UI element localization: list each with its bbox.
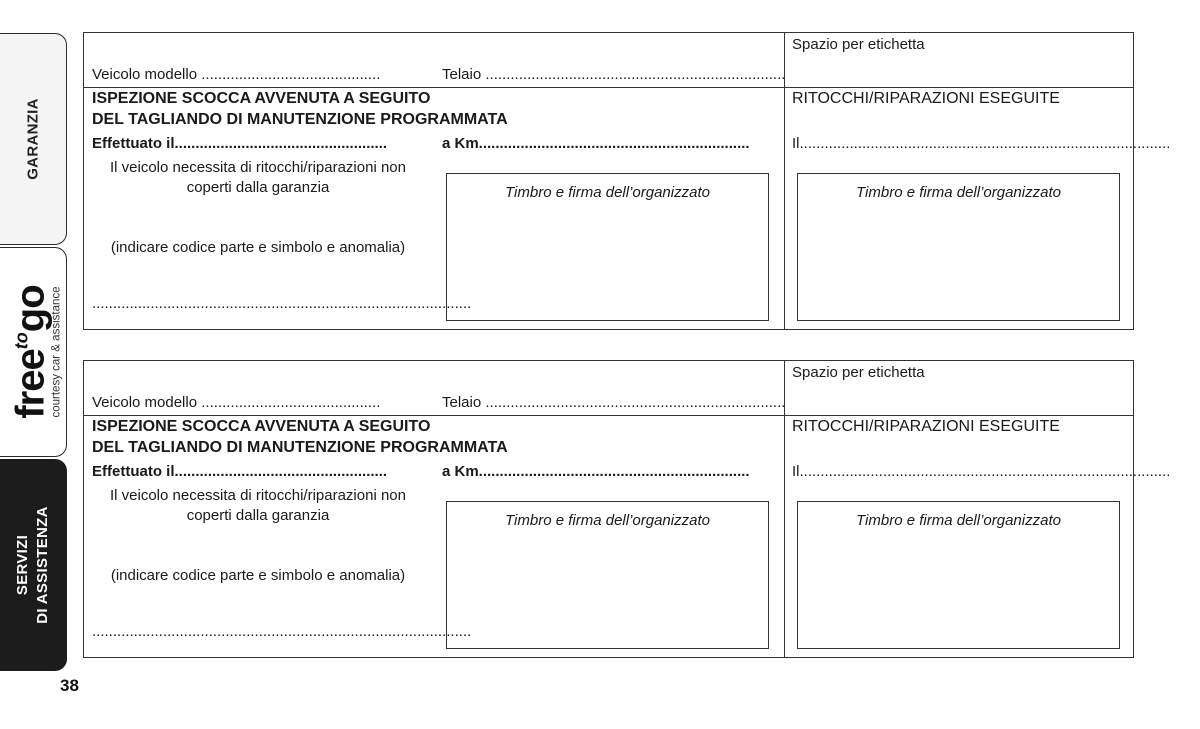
- stamp-box-repairs[interactable]: [797, 173, 1120, 321]
- form-title-line1: ISPEZIONE SCOCCA AVVENUTA A SEGUITO: [92, 90, 431, 107]
- inspection-form-1: [83, 32, 1171, 330]
- logo-prefix: free: [8, 349, 53, 419]
- form-title-line1: ISPEZIONE SCOCCA AVVENUTA A SEGUITO: [92, 418, 431, 435]
- tab-servizi-assistenza[interactable]: [0, 459, 67, 671]
- tab-servizi-line2: DI ASSISTENZA: [34, 506, 51, 624]
- tab-servizi-label: [13, 506, 53, 624]
- page-number: 38: [60, 676, 79, 695]
- tab-garanzia-label: GARANZIA: [24, 98, 42, 180]
- instruction-text: (indicare codice parte e simbolo e anomalia): [110, 567, 406, 584]
- effettuato-field[interactable]: Effettuato il...................................................: [92, 463, 388, 480]
- date-field[interactable]: Il.........................................................................................: [792, 135, 1171, 152]
- freetogo-wordmark: [3, 285, 53, 419]
- form-title-line2: DEL TAGLIANDO DI MANUTENZIONE PROGRAMMATA: [92, 439, 508, 456]
- stamp-box-repairs[interactable]: [797, 501, 1120, 649]
- stamp-caption: Timbro e firma dell’organizzato: [505, 512, 710, 529]
- ritocchi-heading: RITOCCHI/RIPARAZIONI ESEGUITE: [792, 90, 1060, 107]
- tab-freetogo[interactable]: [0, 247, 67, 457]
- inspection-form-2: [83, 360, 1171, 658]
- stamp-caption: Timbro e firma dell’organizzato: [856, 184, 1061, 201]
- stamp-caption: Timbro e firma dell’organizzato: [505, 184, 710, 201]
- form-title-line2: DEL TAGLIANDO DI MANUTENZIONE PROGRAMMATA: [92, 111, 508, 128]
- stamp-caption: Timbro e firma dell’organizzato: [856, 512, 1061, 529]
- tab-garanzia[interactable]: [0, 33, 67, 245]
- logo-mid: to: [11, 332, 32, 350]
- ritocchi-heading: RITOCCHI/RIPARAZIONI ESEGUITE: [792, 418, 1060, 435]
- notes-field[interactable]: ...........................................................................................: [92, 623, 472, 640]
- effettuato-field[interactable]: Effettuato il...................................................: [92, 135, 388, 152]
- row-divider: [84, 415, 1133, 416]
- date-field[interactable]: Il.........................................................................................: [792, 463, 1171, 480]
- row-divider: [84, 87, 1133, 88]
- label-space: Spazio per etichetta: [792, 364, 925, 381]
- notes-field[interactable]: ...........................................................................................: [92, 295, 472, 312]
- freetogo-tagline: courtesy car & assistance: [50, 286, 63, 418]
- km-field[interactable]: a Km.................................................................: [442, 135, 750, 152]
- veicolo-modello-field[interactable]: Veicolo modello ...........................................: [92, 394, 381, 411]
- telaio-field[interactable]: Telaio ........................................................................: [442, 394, 786, 411]
- repair-needed-text: Il veicolo necessita di ritocchi/riparazioni non coperti dalla garanzia: [110, 159, 406, 196]
- stamp-box-inspection[interactable]: [446, 173, 769, 321]
- km-field[interactable]: a Km.................................................................: [442, 463, 750, 480]
- freetogo-logo: [3, 285, 64, 418]
- repair-needed-text: Il veicolo necessita di ritocchi/riparazioni non coperti dalla garanzia: [110, 487, 406, 524]
- logo-suffix: go: [8, 285, 53, 333]
- telaio-field[interactable]: Telaio ........................................................................: [442, 66, 786, 83]
- instruction-text: (indicare codice parte e simbolo e anomalia): [110, 239, 406, 256]
- stamp-box-inspection[interactable]: [446, 501, 769, 649]
- veicolo-modello-field[interactable]: Veicolo modello ...........................................: [92, 66, 381, 83]
- label-space: Spazio per etichetta: [792, 36, 925, 53]
- tab-servizi-line1: SERVIZI: [14, 534, 31, 596]
